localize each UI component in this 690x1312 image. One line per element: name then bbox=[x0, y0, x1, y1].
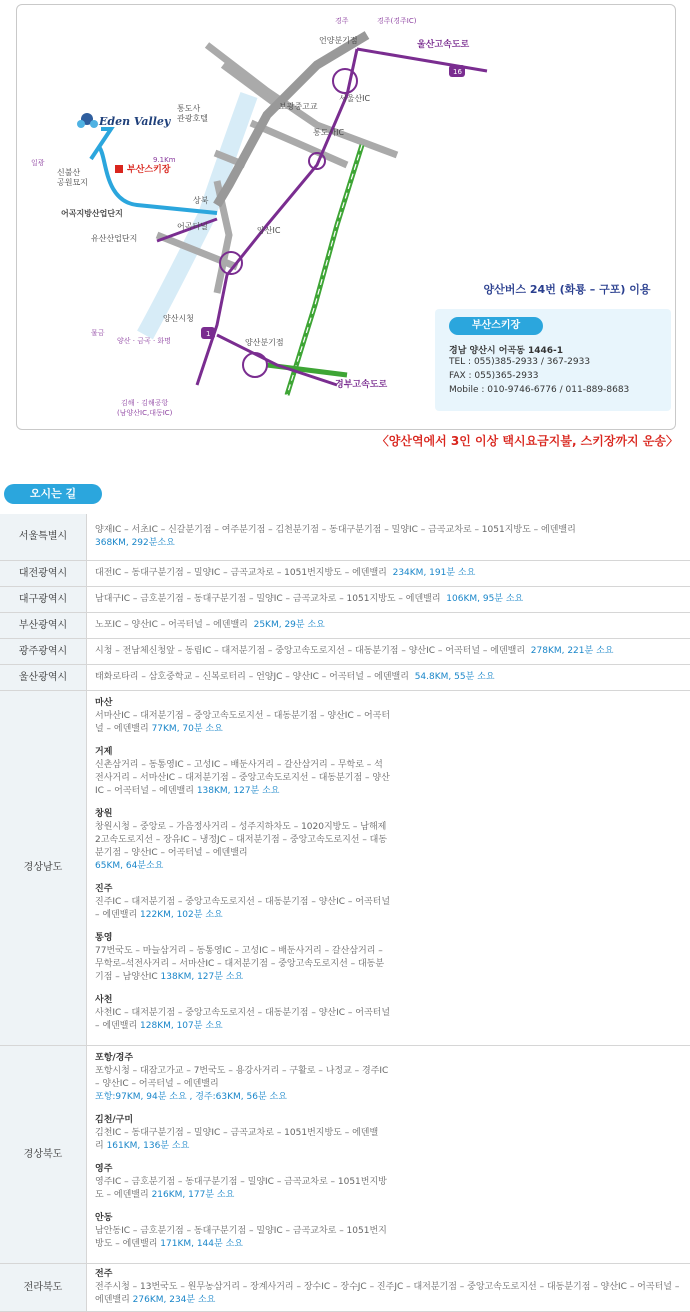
label-sangbuk: 상북 bbox=[193, 195, 209, 205]
route-cell: 남대구IC – 금호분기점 – 동대구분기점 – 밀양IC – 금곡교차로 – 1051지방도 – 에덴밸리 106KM, 95분 소요 bbox=[87, 586, 690, 612]
location-map bbox=[16, 4, 676, 430]
city-item: 거제 신촌삼거리 – 동통영IC – 고성IC – 배둔사거리 – 갈산삼거리 – 무학로 – 석전사거리 – 서마산IC – 대저분기점 – 중앙고속도로지선 – 대동분기점 – 양산IC – 어곡터널 – 에덴밸리 138KM, 127분 소요 bbox=[95, 744, 391, 806]
label-yangsan-direction: 양산 · 금곡 · 화명 bbox=[117, 336, 171, 345]
label-seoulsan-ic: 서울산IC bbox=[339, 93, 371, 103]
resort-name-tag: 부산스키장 bbox=[449, 317, 543, 335]
label-eonyang-junction: 언양분기점 bbox=[319, 35, 358, 45]
table-row bbox=[0, 638, 690, 664]
ski-resort-label: 부산스키장 bbox=[127, 163, 171, 175]
route-cell: 태화로타리 – 삼호중학교 – 신복로터리 – 언양JC – 양산IC – 어곡터널 – 에덴밸리 54.8KM, 55분 소요 bbox=[87, 664, 690, 690]
route-cell: 양재IC – 서초IC – 신갈분기점 – 여주분기점 – 김천분기점 – 동대구분기점 – 밀양IC – 금곡교차로 – 1051지방도 – 에덴밸리 368KM, 292분소요 bbox=[87, 514, 690, 560]
river bbox=[145, 95, 249, 335]
label-yangsan-cityhall: 양산시청 bbox=[163, 313, 194, 323]
label-yangsan-junction: 양산분기점 bbox=[245, 337, 284, 347]
label-bohun-highschool: 보광중고교 bbox=[279, 101, 318, 111]
label-tongdosa-ic: 통도사IC bbox=[313, 127, 345, 137]
table-row bbox=[0, 690, 690, 1045]
resort-fax: FAX : 055)365-2933 bbox=[449, 371, 538, 381]
table-row bbox=[0, 560, 690, 586]
region-cell: 경상북도 bbox=[0, 1045, 87, 1263]
label-yusan-industrial: 유산산업단지 bbox=[91, 233, 137, 243]
label-ilgwang: 일광 bbox=[31, 158, 45, 167]
label-gyeongbu-expressway: 경부고속도로 bbox=[335, 378, 387, 390]
resort-mobile: Mobile : 010-9746-6776 / 011-889-8683 bbox=[449, 385, 629, 395]
label-sinbulsan-cemetery: 신불산 공원묘지 bbox=[57, 167, 88, 187]
label-mulgeum: 물금 bbox=[91, 328, 105, 337]
table-row bbox=[0, 1263, 690, 1311]
table-row bbox=[0, 612, 690, 638]
label-yangsan-ic: 양산IC bbox=[257, 225, 281, 235]
route-1-number: 1 bbox=[206, 330, 210, 338]
city-item: 창원 창원시청 – 중앙로 – 가음정사거리 – 성주지하차도 – 1020지방도 – 남해제2고속도로지선 – 장유IC – 냉정JC – 대저분기점 – 중앙고속도로지선 – 대동분기점 – 양산IC – 어곡터널 – 에덴밸리 65KM, 64분소요 bbox=[95, 806, 391, 881]
label-distance: 9.1Km bbox=[153, 156, 176, 164]
logo-text: Eden Valley bbox=[98, 115, 172, 128]
eden-valley-logo bbox=[77, 113, 172, 128]
region-cell: 부산광역시 bbox=[0, 612, 87, 638]
label-gyeongju-ic: 경주(경주IC) bbox=[377, 16, 417, 25]
region-cell: 대구광역시 bbox=[0, 586, 87, 612]
city-grid bbox=[95, 1050, 682, 1259]
bus-line-info: 양산버스 24번 (화룡 – 구포) 이용 bbox=[447, 281, 676, 297]
table-row bbox=[0, 664, 690, 690]
city-grid bbox=[95, 695, 682, 1041]
city-item: 진주 진주IC – 대저분기점 – 중앙고속도로지선 – 대동분기점 – 양산IC – 어곡터널 – 에덴밸리 122KM, 102분 소요 bbox=[95, 881, 391, 930]
route-cell: 전주 전주시청 – 13번국도 – 원무농삼거리 – 장계사거리 – 장수IC – 장수JC – 진주JC – 대저분기점 – 중앙고속도로지선 – 대동분기점 – 양산IC – 어곡터널 – 에덴밸리 276KM, 234분 소요 bbox=[87, 1263, 690, 1311]
region-cell: 서울특별시 bbox=[0, 514, 87, 560]
resort-tel: TEL : 055)385-2933 / 367-2933 bbox=[449, 357, 590, 367]
label-tongdosa-hotel: 통도사 관광호텔 bbox=[177, 103, 208, 123]
region-cell: 경상남도 bbox=[0, 690, 87, 1045]
resort-address: 경남 양산시 어곡동 1446-1 bbox=[449, 343, 563, 356]
label-gimhae-airport: 김해 · 김해공항 (남양산IC,대동IC) bbox=[117, 398, 173, 417]
route-cell: 시청 – 전남체신청앞 – 동림IC – 대저분기점 – 중앙고속도로지선 – 대동분기점 – 양산IC – 어곡터널 – 에덴밸리 278KM, 221분 소요 bbox=[87, 638, 690, 664]
route-cell bbox=[87, 690, 690, 1045]
label-eogok-industrial: 어곡지방산업단지 bbox=[61, 208, 123, 218]
label-ulsan-expressway: 울산고속도로 bbox=[417, 38, 469, 50]
label-eogok-tunnel: 어곡터널 bbox=[177, 221, 208, 231]
section-title: 오시는 길 bbox=[4, 484, 102, 504]
city-item: 김천/구미 김천IC – 동대구분기점 – 밀양IC – 금곡교차로 – 1051번지방도 – 에덴밸리 161KM, 136분 소요 bbox=[95, 1112, 391, 1161]
ski-resort-marker bbox=[115, 165, 123, 173]
route-cell: 대전IC – 동대구분기점 – 밀양IC – 금곡교차로 – 1051번지방도 – 에덴밸리 234KM, 191분 소요 bbox=[87, 560, 690, 586]
city-item: 마산 서마산IC – 대저분기점 – 중앙고속도로지선 – 대동분기점 – 양산IC – 어곡터널 – 에덴밸리 77KM, 70분 소요 bbox=[95, 695, 391, 744]
route-16-number: 16 bbox=[453, 68, 462, 76]
table-row bbox=[0, 514, 690, 560]
region-cell: 광주광역시 bbox=[0, 638, 87, 664]
city-item: 사천 사천IC – 대저분기점 – 중앙고속도로지선 – 대동분기점 – 양산IC – 어곡터널 – 에덴밸리 128KM, 107분 소요 bbox=[95, 992, 391, 1041]
city-item: 영주 영주IC – 금호분기점 – 동대구분기점 – 밀양IC – 금곡교차로 – 1051번지방도 – 에덴밸리 216KM, 177분 소요 bbox=[95, 1161, 391, 1210]
city-item: 안동 남안동IC – 금호분기점 – 동대구분기점 – 밀양IC – 금곡교차로 – 1051번지방도 – 에덴밸리 171KM, 144분 소요 bbox=[95, 1210, 391, 1259]
directions-table bbox=[0, 514, 690, 1312]
label-gyeongju: 경주 bbox=[335, 16, 349, 25]
region-cell: 전라북도 bbox=[0, 1263, 87, 1311]
taxi-notice: 〈양산역에서 3인 이상 택시요금지불, 스키장까지 운송〉 bbox=[0, 432, 678, 449]
route-cell: 노포IC – 양산IC – 어곡터널 – 에덴밸리 25KM, 29분 소요 bbox=[87, 612, 690, 638]
city-item: 통영 77번국도 – 마늘삼거리 – 동통영IC – 고성IC – 배둔사거리 – 갈산삼거리 – 무학로–석전사거리 – 서마산IC – 대저분기점 – 중앙고속도로지선 – 대동분기점 – 남양산IC 138KM, 127분 소요 bbox=[95, 930, 391, 992]
region-cell: 울산광역시 bbox=[0, 664, 87, 690]
resort-info-box bbox=[435, 309, 671, 411]
region-cell: 대전광역시 bbox=[0, 560, 87, 586]
table-row bbox=[0, 586, 690, 612]
city-item: 포항/경주 포항시청 – 대잠고가교 – 7번국도 – 용강사거리 – 구활로 – 나정교 – 경주IC – 양산IC – 어곡터널 – 에덴밸리 포항:97KM, 94분 소요 , 경주:63KM, 56분 소요 bbox=[95, 1050, 391, 1112]
